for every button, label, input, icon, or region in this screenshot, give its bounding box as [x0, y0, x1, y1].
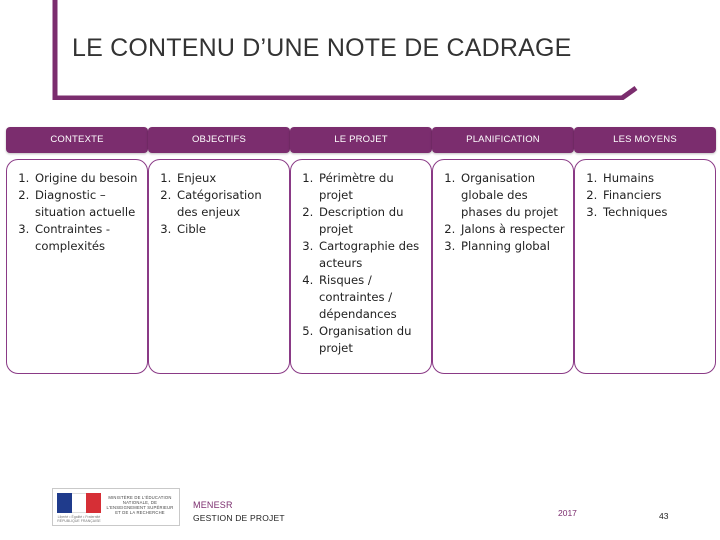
- column-projet: [290, 127, 432, 355]
- page-number: 43: [659, 511, 669, 521]
- column-header: OBJECTIFS: [148, 127, 290, 153]
- list-item: 2. Diagnostic – situation actuelle: [33, 187, 141, 221]
- item-list: [575, 170, 709, 221]
- column-moyens: [574, 127, 716, 219]
- list-item: 5. Organisation du projet: [317, 323, 425, 357]
- column-contexte: [6, 127, 148, 253]
- logo-caption: Liberté • Égalité • Fraternité RÉPUBLIQUE FRANÇAISE: [57, 515, 101, 523]
- column-box: [148, 159, 290, 374]
- ministry-logo: [52, 488, 180, 526]
- item-list: [149, 170, 283, 238]
- list-item: 3. Cible: [175, 221, 283, 238]
- column-header: CONTEXTE: [6, 127, 148, 153]
- french-flag-icon: [57, 493, 101, 513]
- logo-text: MINISTÈRE DE L'ÉDUCATION NATIONALE, DE L'ENSEIGNEMENT SUPÉRIEUR ET DE LA RECHERCHE: [106, 495, 174, 515]
- list-item: 1. Périmètre du projet: [317, 170, 425, 204]
- column-objectifs: [148, 127, 290, 236]
- footer-organization: MENESR: [193, 500, 233, 510]
- list-item: 1. Enjeux: [175, 170, 283, 187]
- footer-subtitle: GESTION DE PROJET: [193, 513, 285, 523]
- list-item: 1. Origine du besoin: [33, 170, 141, 187]
- list-item: 4. Risques / contraintes / dépendances: [317, 272, 425, 323]
- item-list: [433, 170, 567, 255]
- list-item: 3. Cartographie des acteurs: [317, 238, 425, 272]
- column-header: LES MOYENS: [574, 127, 716, 153]
- list-item: 3. Contraintes - complexités: [33, 221, 141, 255]
- item-list: [291, 170, 425, 357]
- page-title: LE CONTENU D’UNE NOTE DE CADRAGE: [72, 34, 572, 62]
- list-item: 3. Planning global: [459, 238, 567, 255]
- list-item: 1. Organisation globale des phases du projet: [459, 170, 567, 221]
- item-list: [7, 170, 141, 255]
- list-item: 2. Jalons à respecter: [459, 221, 567, 238]
- list-item: 2. Catégorisation des enjeux: [175, 187, 283, 221]
- column-box: [432, 159, 574, 374]
- column-box: [574, 159, 716, 374]
- list-item: 2. Financiers: [601, 187, 709, 204]
- list-item: 2. Description du projet: [317, 204, 425, 238]
- column-planification: [432, 127, 574, 253]
- column-box: [290, 159, 432, 374]
- footer-year: 2017: [558, 508, 577, 518]
- column-box: [6, 159, 148, 374]
- column-header: PLANIFICATION: [432, 127, 574, 153]
- list-item: 1. Humains: [601, 170, 709, 187]
- list-item: 3. Techniques: [601, 204, 709, 221]
- column-header: LE PROJET: [290, 127, 432, 153]
